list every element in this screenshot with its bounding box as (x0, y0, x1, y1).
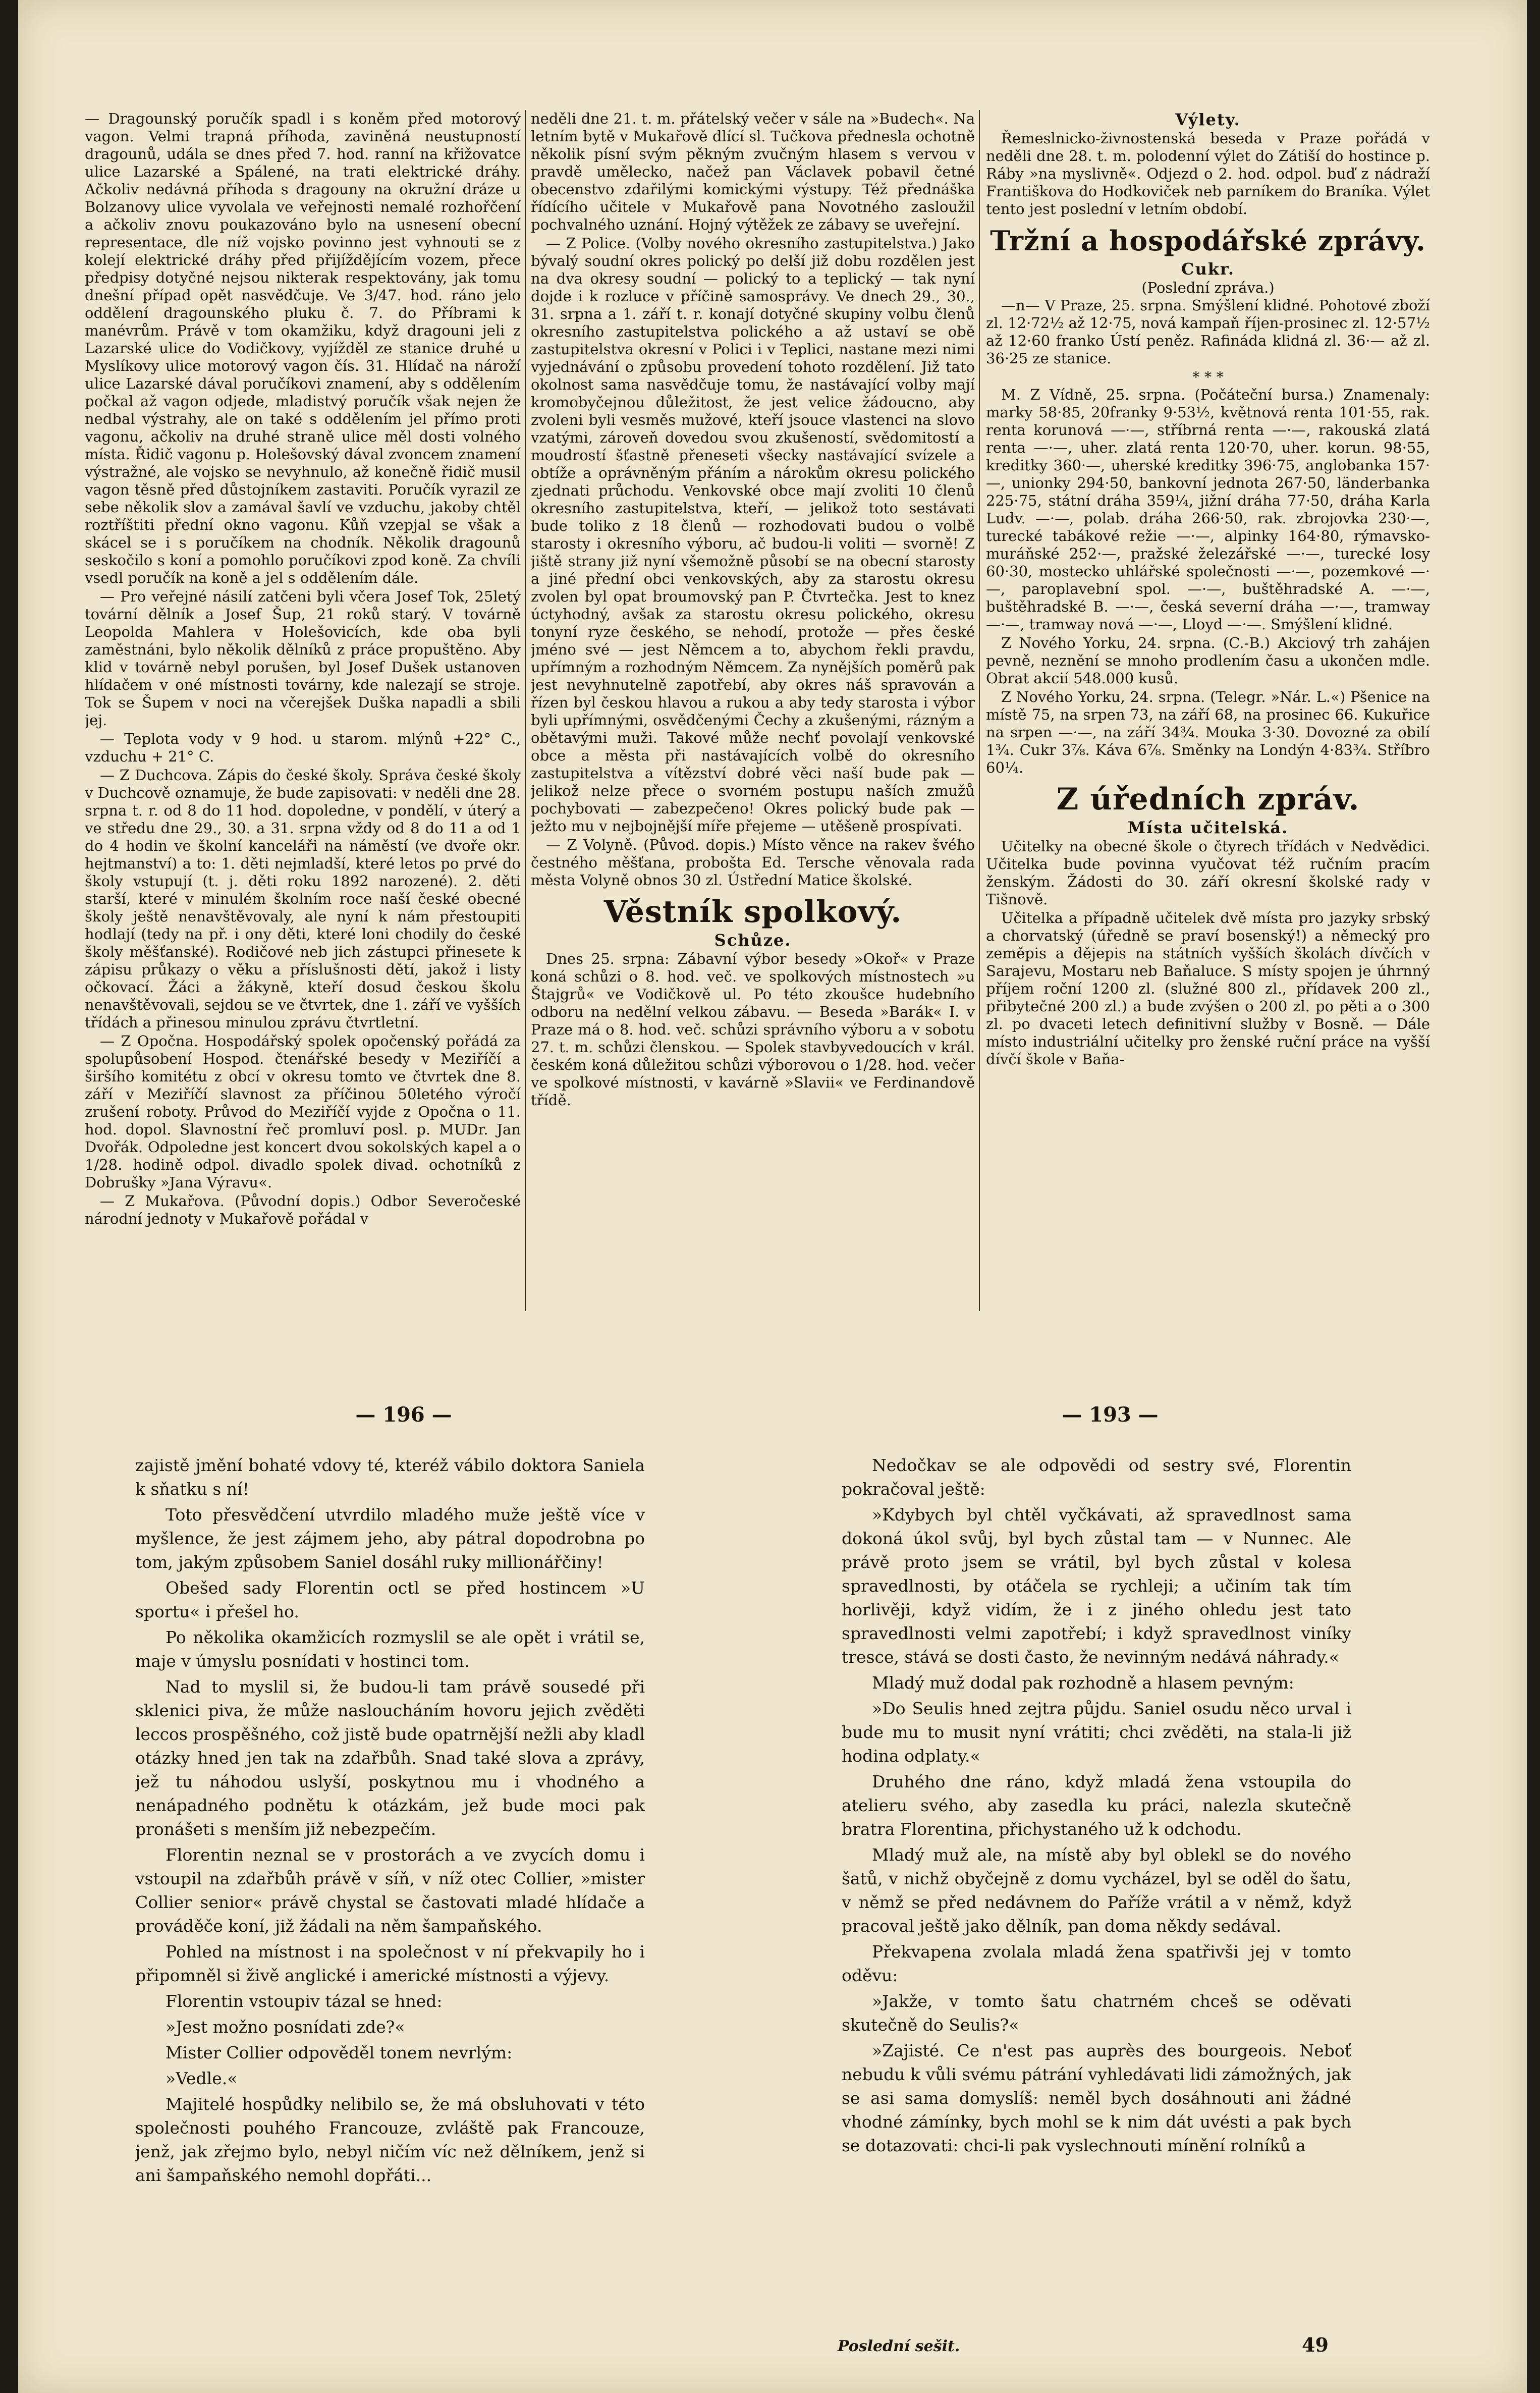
novel-paragraph: Obešed sady Florentin octl se před hostincem »U sportu« i přešel ho. (135, 1578, 645, 1621)
novel-paragraph: Pohled na místnost i na společnost v ní překvapily ho i připomněl si živě anglické i americké místnosti a výjevy. (135, 1942, 645, 1985)
novel-paragraph: Toto přesvědčení utvrdilo mladého muže ještě více v myšlence, že jest zájmem jeho, aby pátral dopodrobna po tom, jakým způsobem Saniel dosáhl ruky millionářčiny! (135, 1505, 645, 1572)
novel-paragraph: Mladý muž dodal pak rozhodně a hlasem pevným: (872, 1673, 1294, 1693)
left-column (85, 110, 521, 1311)
article-duchcov: — Z Duchcova. Zápis do české školy. Správa české školy v Duchcově oznamuje, že bude zapisovati: v neděli dne 28. srpna t. r. od 8 do 11 hod. dopoledne, v pondělí, v úterý a ve středu dne 29., 30. a 31. srpna vždy od 8 do 11 a od 1 do 4 hodin ve školní kanceláři na náměstí (ve dvoře okr. hejtmanství) a to: 1. děti nejmladší, které letos po prvé do školy vstupují (t. j. děti roku 1892 narozené). 2. děti starší, které v minulém školním roce naší české obecné školy ještě nenavštěvovaly, ale nyní k nám přestoupiti hodlají (tedy na př. i ony děti, které loni chodily do české školy měšťanské). Rodičové neb jich zástupci přinesete k zápisu průkazy o věku a příslušnosti dětí, jakož i listy očkovací. Žáci a žákyně, kteří dosud českou školu nenavštěvovali, sejdou se ve čtvrtek, dne 1. září ve vyšších třídách a přinesou minulou zprávu čtvrtletní. (85, 767, 521, 1031)
article-mukarov-cont: neděli dne 21. t. m. přátelský večer v sále na »Budech«. Na letním bytě v Mukařově dlící sl. Tučkova přednesla ochotně několik písní svým pěkným zvučným hlasem s vervou v pravdě umělecko, načež pan Václavek pobavil četné obecenstvo zdařilými komickými výstupy. Též přednáška řídícího učitele v Mukařově pana Novotného zasloužil pochvalného uznání. Hojný výtěžek ze zábavy se uveřejní. (531, 110, 975, 233)
article-opocno: — Z Opočna. Hospodářský spolek opočenský pořádá za spolupůsobení Hospod. čtenářské besedy v Meziříčí a širšího komitétu z obcí v okresu tomto ve čtvrtek dne 8. září v Meziříčí slavnost za příčinou 50letého výročí zrušení roboty. Průvod do Meziříčí vyjde z Opočna o 11. hod. dopol. Slavnostní řeč promluví posl. p. MUDr. Jan Dvořák. Odpoledne jest koncert dvou sokolských kapel a o 1/28. hodině odpol. divadlo spolek divad. ochotníků z Dobrušky »Jana Výravu«. (85, 1032, 521, 1191)
novel-paragraph: »Zajisté. Ce n'est pas auprès des bourgeois. Neboť nebudu k vůli svému pátrání vyhledávati lidi zámožných, jak se asi sama domyslíš: neměl bych dosáhnouti ani žádné vhodné zámínky, bych mohl se k nim dát uvésti a pak bych se dotazovati: chci-li pak vyslechnouti mínění rolníků a (842, 2041, 1351, 2155)
column-divider-2 (979, 110, 980, 1311)
heading-cukr: Cukr. (1181, 259, 1235, 279)
lower-left-column (135, 1453, 645, 2342)
novel-paragraph: Druhého dne ráno, když mladá žena vstoupila do atelieru svého, aby zasedla ku práci, nalezla skutečně bratra Florentina, přichystaného už k odchodu. (842, 1772, 1351, 1839)
subsection-schuze: Schůze. (714, 931, 792, 950)
article-temperature: — Teplota vody v 9 hod. u starom. mlýnů +22° C., vzduchu + 21° C. (85, 730, 521, 765)
article-mukarov: — Z Mukařova. (Původní dopis.) Odbor Severočeské národní jednoty v Mukařově pořádal v (85, 1192, 521, 1227)
signature-mark: Poslední sešit. (838, 2337, 960, 2355)
novel-paragraph: Po několika okamžicích rozmyslil se ale opět i vrátil se, maje v úmyslu posnídati v hostinci tom. (135, 1627, 645, 1671)
novel-paragraph: Překvapena zvolala mladá žena spatřivši jej v tomto oděvu: (842, 1942, 1351, 1985)
right-column (986, 110, 1430, 1311)
article-mista-2: Učitelka a případně učitelek dvě místa pro jazyky srbský a chorvatský (úředně se praví bosenský!) a německý pro zeměpis a dějepis na státních vyšších školách dívčích v Sarajevu, Mostaru neb Baňaluce. S místy spojen je úhrnný příjem roční 1200 zl. (služné 800 zl., přídavek 200 zl., přibytečné 200 zl.) a bude zvýšen o 200 zl. po pěti a o 300 zl. po dvaceti letech definitivní služby v Bosně. — Dále místo industriální učitelky pro ženské ruční práce na vyšší dívčí škole v Baňa- (986, 909, 1430, 1068)
section-title-official: Z úředních zpráv. (1056, 782, 1360, 817)
novel-paragraph: »Jest možno posnídati zde?« (166, 2017, 405, 2037)
separator-stars: * * * (1192, 368, 1224, 386)
novel-paragraph: Mladý muž ale, na místě aby byl oblekl se do nového šatů, v nichž obyčejně z domu vycházel, byl se oděl do šatu, v němž se před nedávnem do Paříže vrátil a v němž, když pracoval ještě jako dělník, pan doma někdy sedával. (842, 1845, 1351, 1936)
lower-right-column (842, 1453, 1351, 2321)
heading-mista: Místa učitelská. (1127, 818, 1289, 837)
novel-paragraph: »Kdybych byl chtěl vyčkávati, až spravedlnost sama dokoná úkol svůj, byl bych zůstal tam — v Nunnec. Ale právě proto jsem se vrátil, byl bych zůstal v kolesa spravedlnosti, by otáčela se rychleji; a učiním tak tím horlivěji, když vidím, že i z jiného ohledu jest tato spravedlnosti velmi zapotřebí; i když spravedlnost viníky tresce, stává se dosti často, že nevinným nedává náhrady.« (842, 1505, 1351, 1667)
novel-paragraph: »Do Seulis hned zejtra půjdu. Saniel osudu něco urval i bude mu to musit nyní vrátiti; chci zvěděti, na stala-li již hodina odplaty.« (842, 1699, 1351, 1766)
novel-paragraph: zajistě jmění bohaté vdovy té, kteréž vábilo doktora Saniela k sňatku s ní! (135, 1455, 645, 1499)
article-volyne: — Z Volyně. (Původ. dopis.) Místo věnce na rakev švého čestného měšťana, probošta Ed. Tersche věnovala rada města Volyně obnos 30 zl. Ústřední Matice školské. (531, 836, 975, 889)
section-title-vestnik: Věstník spolkový. (603, 894, 902, 930)
novel-paragraph: »Jakže, v tomto šatu chatrném chceš se oděvati skutečně do Seulis?« (842, 1991, 1351, 2035)
article-mista-1: Učitelky na obecné škole o čtyrech třídách v Nedvědici. Učitelka bude povinna vyučovat též ručním pracím ženským. Žádosti do 30. září okresní školské rady v Tišnově. (986, 838, 1430, 908)
middle-column (531, 110, 975, 1311)
page-number-right: — 193 — (1062, 1403, 1159, 1427)
novel-paragraph: Florentin neznal se v prostorách a ve zvycích domu i vstoupil na zdařbůh právě v síň, v níž otec Collier, »mister Collier senior« právě chystal se častovati mladé hlídače a prováděče koní, již žádali na něm šampaňského. (135, 1845, 645, 1936)
article-schuze: Dnes 25. srpna: Zábavní výbor besedy »Okoř« v Praze koná schůzi o 8. hod. več. ve spolkových místnostech »u Štajgrů« ve Vodičkově ul. Po této zkoušce hudebního odboru na nedělní velkou zábavu. — Beseda »Barák« I. v Praze má o 8. hod. več. schůzi správního výboru a v sobotu 27. t. m. schůzi členskou. — Spolek stavbyvedoucích v král. českém koná důležitou schůzi výborovou o 1/28. hod. večer ve spolkové místnosti, v kavárně »Slavii« ve Ferdinandově třídě. (531, 950, 975, 1109)
section-title-market: Tržní a hospodářské zprávy. (990, 225, 1426, 257)
heading-vylety: Výlety. (1175, 110, 1241, 129)
article-vylety: Řemeslnicko-živnostenská beseda v Praze pořádá v neděli dne 28. t. m. polodenní výlet do Zátiší do hostince p. Ráby »na myslivně«. Odjezd o 2. hod. odpol. buď z nádraží Františkova do Hodkoviček neb parníkem do Braníka. Výlet tento jest poslední v letním období. (986, 130, 1430, 217)
article-cukr: —n— V Praze, 25. srpna. Smýšlení klidné. Pohotové zboží zl. 12·72½ až 12·75, nová kampaň říjen-prosinec zl. 12·57½ až 12·60 franko Ústí peněz. Rafináda klidná zl. 36·— až zl. 36·25 ze stanice. (986, 297, 1430, 367)
novel-paragraph: Florentin vstoupiv tázal se hned: (166, 1991, 443, 2011)
article-ny-1: Z Nového Yorku, 24. srpna. (C.-B.) Akciový trh zahájen pevně, neznění se mnoho prodlením času a ukončen mdle. Obrat akcií 548.000 kusů. (986, 634, 1430, 687)
article-dragoon: — Dragounský poručík spadl i s koněm před motorový vagon. Velmi trapná příhoda, zaviněná neustupností dragounů, udála se dnes před 7. hod. ranní na křižovatce ulice Lazarské a Spálené, na trati elektrické dráhy. Ačkoliv nedávná příhoda s dragouny na okružní dráze u Bolzanovy ulice vyvolala ve veřejnosti nemalé rozhořčení a ačkoliv znovu poukazováno bylo na usnesení obecní representace, dle níž vojsko povinno jest vyhnouti se z kolejí elektrické dráhy před přijíždějícím vozem, přece předpisy dotyčné nejsou nikterak respektovány, jak tomu dnešní případ opět nasvědčuje. Ve 3/47. hod. ráno jelo oddělení dragounského pluku č. 7. do Příbrami k manévrům. Právě v tom okamžiku, když dragouni jeli z Lazarské ulice do Vodičkovy, vyjížděl ze stanice druhé u Myslíkovy ulice motorový vagon čís. 31. Hlídač na nároží ulice Lazarské dával poručíkovi znamení, aby s oddělením počkal až vagon odjede, mladistvý poručík však nejen že nedbal výstrahy, ale on také s oddělením jel přímo proti vagonu, ačkoliv na druhé straně ulice měl dosti volného místa. Řidič vagonu p. Holešovský dával zvoncem znamení výstražné, ale vojsko se nevyhnulo, až konečně řidič musil vagon těsně před důstojníkem zastaviti. Poručík vyrazil ze sebe několik slov a zamával šavlí ve vzduchu, jakoby chtěl roztříštiti přední okno vagonu. Kůň vzepjal se však a skácel se i s poručíkem na chodník. Několik dragounů seskočilo s koní a pomohlo poručíkovi zpod koně. Za chvíli vsedl poručík na koně a jel s oddělením dále. (85, 110, 521, 586)
novel-paragraph: »Vedle.« (166, 2069, 238, 2088)
article-police: — Z Police. (Volby nového okresního zastupitelstva.) Jako bývalý soudní okres polický po delší již dobu rozdělen jest na dva okresy soudní — polický to a teplický — tak nyní dojde i k rozluce v příčině samosprávy. Ve dnech 29., 30., 31. srpna a 1. září t. r. konají dotyčné skupiny volbu členů okresního zastupitelstva polického a až ustaví se obě zastupitelstva okresní v Polici i v Teplici, nastane mezi nimi vyjednávání o způsobu provedení tohoto rozdělení. Již tato okolnost sama nasvědčuje tomu, že nastávající volby mají kromobyčejnou důležitost, že jest velice žádoucno, aby zvoleni byli vesměs mužové, kteří jsouce vlastenci na slovo vzatými, zároveň dovedou svou zkušeností, svědomitostí a moudrostí šťastně přeneseti všecky nastávající svízele a obtíže a oprávněným přáním a nárokům okresu polického zjednati průchodu. Venkovské obce mají zvoliti 10 členů okresního zastupitelstva, kteří, — jelikož toto sestávati bude toliko z 18 členů — rozhodovati budou o volbě starosty i okresního výboru, ač budou-li voliti — svorně! Z jiště strany již nyní všemožně působí se na obecní starosty a jiné přední obci venkovských, aby za starostu okresu zvolen byl opat broumovský pan P. Čtvrtečka. Jest to knez úctyhodný, avšak za starostu okresu polického, okresu tonyní ryze českého, se nehodí, protože — přes české jméno své — jest Němcem a to, abychom řekli pravdu, upřímným a rozhodným Němcem. Za nynějších poměrů pak jest nevyhnutelně zapotřebí, aby okres náš spravován a řízen byl českou hlavou a rukou a aby tedy starosta i výbor byli upřímnými, osvědčenými Čechy a zkušenými, rázným a obětavými muži. Takové může nechť povolají venkovské obce a města při nastávajících volbě do okresního zastupitelstva a vítězství dobré věci naší bude pak — jelikož nelze přece o svorném postupu naších zmužů pochybovati — zabezpečeno! Okres polický bude pak — ježto mu v nejbojnější míře přejeme — utěšeně prospívati. (531, 235, 975, 835)
novel-paragraph: Majitelé hospůdky nelibilo se, že má obsluhovati v této společnosti pouhého Francouze, zvláště pak Francouze, jenž, jak zřejmo bylo, nebyl ničím víc než dělníkem, jenž si ani šampaňského nemohl dopřáti... (135, 2094, 645, 2185)
cukr-subtitle: (Poslední zpráva.) (1141, 279, 1275, 296)
page-number-left: — 196 — (355, 1403, 452, 1427)
novel-paragraph: Nad to myslil si, že budou-li tam právě sousedé při sklenici piva, že může nasloucháním hovoru jejich zvěděti leccos prospěšného, což jistě bude opatrnější nežli aby kladl otázky hned jen tak na zdařbůh. Snad také slova a zprávy, jež tu náhodou uslyší, poskytnou mu i vhodného a nenápadného podnětu k otázkám, jež bude moci pak pronášeti s menším již nebezpečím. (135, 1677, 645, 1839)
article-ny-2: Z Nového Yorku, 24. srpna. (Telegr. »Nár. L.«) Pšenice na místě 75, na srpen 73, na září 68, na prosinec 66. Kukuřice na srpen —·—, na září 34¾. Mouka 3·30. Dovozné za obilí 1¾. Cukr 3⅞. Káva 6⅞. Směnky na Londýn 4·83¾. Stříbro 60¼. (986, 688, 1430, 776)
novel-paragraph: Mister Collier odpověděl tonem nevrlým: (166, 2043, 513, 2062)
article-vienna: M. Z Vídně, 25. srpna. (Počáteční bursa.) Znamenaly: marky 58·85, 20franky 9·53½, květnová renta 101·55, rak. renta korunová —·—, stříbrná renta —·—, rakouská zlatá renta —·—, uher. zlatá renta 120·70, uher. korun. 98·55, kreditky 360·—, uherské kreditky 396·75, anglobanka 157·—, unionky 294·50, bankovní jednota 267·50, länderbanka 225·75, státní dráha 359¼, jižní dráha 77·50, dráha Karla Ludv. —·—, polab. dráha 266·50, rak. zbrojovka 230·—, turecké tabákové režie —·—, alpinky 164·80, rýmavsko-muráňské 252·—, pražské železářské —·—, turecké losy 60·30, mostecko uhlářské společnosti —·—, pozemkové —·—, paroplavební spol. —·—, buštěhradské A. —·—, buštěhradské B. —·—, česká severní dráha —·—, tramway —·—, tramway nová —·—, Lloyd —·—. Smýšlení klidné. (986, 386, 1430, 633)
novel-paragraph: Nedočkav se ale odpovědi od sestry své, Florentin pokračoval ještě: (842, 1455, 1351, 1499)
article-violence: — Pro veřejné násilí zatčeni byli včera Josef Tok, 25letý tovární dělník a Josef Šup, 21 roků starý. V továrně Leopolda Mahlera v Holešovicích, kde oba byli zaměstnáni, bylo několik dělníků z práce propuštěno. Aby klid v továrně nebyl porušen, byl Josef Dušek ustanoven hlídačem v oné místnosti továrny, kde nalezají se stroje. Tok se Šupem v noci na včerejšek Duška napadli a sbili jej. (85, 588, 521, 729)
page-number-bottom: 49 (1302, 2333, 1329, 2356)
column-divider-1 (525, 110, 526, 1311)
